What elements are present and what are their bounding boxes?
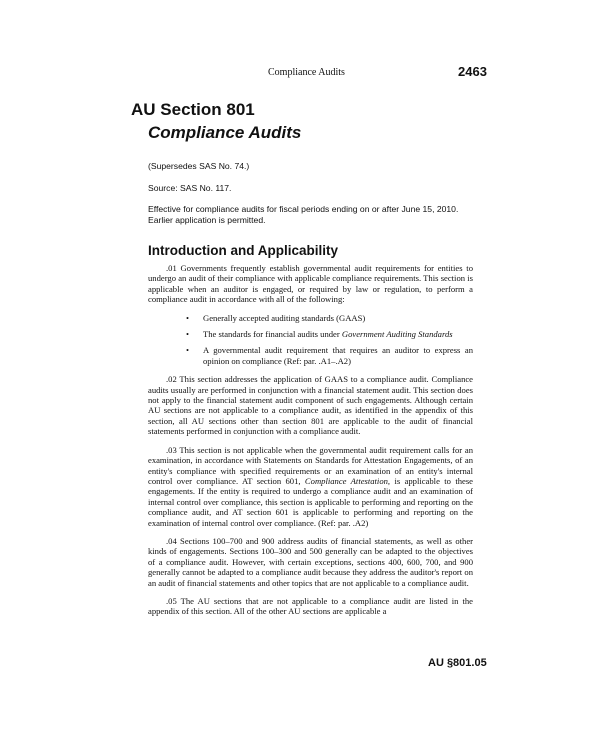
list-item-text: Generally accepted auditing standards (GAAS)	[203, 312, 366, 323]
paragraph-04: .04 Sections 100–700 and 900 address audits of financial statements, as well as other kinds of engagements. Sections 100–300 and 500 generally can be adapted to the objectives of a compliance audit. However, with certain exceptions, sections 400, 600, 700, and 900 generally cannot be adapted to a compliance audit because they address the auditor's report on an audit of financial statements and other topics that are not applicable to a compliance audit.	[148, 535, 473, 588]
list-item	[186, 312, 473, 323]
intro-heading: Introduction and Applicability	[148, 243, 338, 258]
supersedes-note: (Supersedes SAS No. 74.)	[148, 161, 250, 171]
paragraph-01: .01 Governments frequently establish governmental audit requirements for entities to undergo an audit of their compliance with applicable compliance requirements. This section is applicable when an auditor is engaged, or required by law or regulation, to perform a compliance audit in accordance with all of the following:	[148, 263, 473, 305]
running-header-title: Compliance Audits	[268, 67, 345, 78]
bullet-icon: •	[186, 329, 190, 340]
list-item-text: A governmental audit requirement that requires an auditor to express an opinion on compliance (Ref: par. .A1–.A2)	[203, 345, 473, 366]
footer-section-ref: AU §801.05	[428, 657, 487, 669]
source-note: Source: SAS No. 117.	[148, 183, 232, 193]
paragraph-03	[148, 445, 473, 528]
section-title: Compliance Audits	[148, 123, 302, 142]
body-text	[148, 263, 473, 625]
paragraph-03-text-b: , is applicable to these engagements. If the entity is required to undergo a compliance audit and an examination of internal control over compliance, this section is applicable to performing and reporting on the compliance audit, and AT section 601 is applicable to performing and reporting on the examination of internal control over compliance. (Ref: par. .A2)	[148, 475, 473, 528]
bullet-icon: •	[186, 312, 190, 323]
paragraph-03-italic: Compliance Attestation	[304, 475, 388, 486]
paragraph-02: .02 This section addresses the application of GAAS to a compliance audit. Compliance audits usually are performed in conjunction with a financial statement audit. This section does not apply to the financial statement audit component of such engagements. Although certain AU sections are not applicable to a compliance audit, as identified in the appendix of this section, all AU sections other than section 801 are applicable to the audit of financial statements performed in conjunction with a compliance audit.	[148, 374, 473, 437]
list-item	[186, 329, 473, 340]
page-number: 2463	[458, 64, 487, 79]
list-item	[186, 345, 473, 366]
requirements-list	[148, 313, 473, 367]
list-item-italic-text: Government Auditing Standards	[341, 329, 453, 340]
paragraph-05: .05 The AU sections that are not applicable to a compliance audit are listed in the appendix of this section. All of the other AU sections are applicable a	[148, 595, 473, 617]
effective-date-note: Effective for compliance audits for fiscal periods ending on or after June 15, 2010. Earlier application is permitted.	[148, 204, 459, 225]
paragraph-03-text-a: .03 This section is not applicable when the governmental audit requirement calls for an examination, in accordance with Statements on Standards for Attestation Engagements, of an entity's compliance with specified requirements or an examination of an entity's internal control over compliance. AT section 601,	[148, 444, 473, 486]
bullet-icon: •	[186, 345, 190, 356]
list-item-text: The standards for financial audits under	[203, 329, 342, 340]
section-number: AU Section 801	[131, 100, 255, 119]
